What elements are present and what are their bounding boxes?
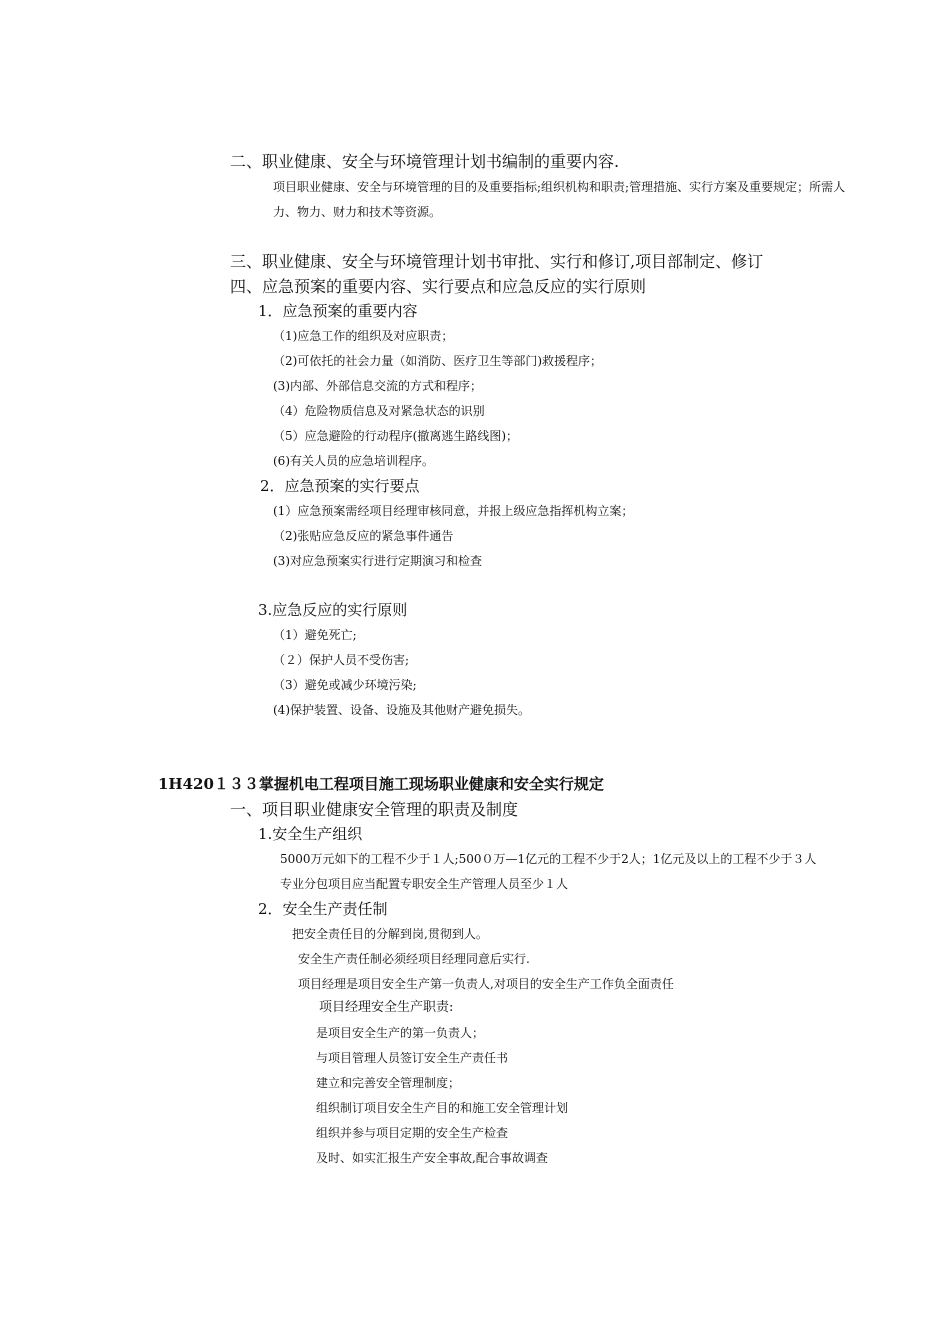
pm-duties-heading: 项目经理安全生产职责: (319, 1000, 454, 1015)
topic-sub1-title: 1.安全生产组织 (258, 825, 363, 843)
list-item: 与项目管理人员签订安全生产责任书 (316, 1051, 509, 1065)
list-item: (4)保护装置、设备、设施及其他财产避免损失。 (273, 703, 530, 717)
list-item: （2)可依托的社会力量（如消防、医疗卫生等部门)救援程序； (273, 354, 603, 368)
list-item: 是项目安全生产的第一负责人； (316, 1026, 485, 1040)
topic-title: 1H420１３３掌握机电工程项目施工现场职业健康和安全实行规定 (158, 775, 604, 793)
list-item: 把安全责任目的分解到岗,贯彻到人。 (292, 927, 488, 941)
list-item: (3)对应急预案实行进行定期演习和检查 (273, 554, 482, 568)
list-item: 专业分包项目应当配置专职安全生产管理人员至少１人 (280, 877, 569, 891)
section3-heading: 三、职业健康、安全与环境管理计划书审批、实行和修订,项目部制定、修订 (230, 252, 764, 271)
list-item: 组织制订项目安全生产目的和施工安全管理计划 (316, 1101, 569, 1115)
list-item: (6)有关人员的应急培训程序。 (273, 454, 434, 468)
section2-heading: 二、职业健康、安全与环境管理计划书编制的重要内容. (230, 152, 620, 171)
section2-body-line1: 项目职业健康、安全与环境管理的目的及重要指标;组织机构和职责;管理措施、实行方案及重要规定；所需人 (273, 180, 846, 194)
list-item: （2)张贴应急反应的紧急事件通告 (273, 529, 454, 543)
list-item: 组织并参与项目定期的安全生产检查 (316, 1126, 509, 1140)
list-item: （1）避免死亡; (273, 628, 357, 642)
topic-section1-heading: 一、项目职业健康安全管理的职责及制度 (230, 800, 519, 819)
topic-sub2-title: 2．安全生产责任制 (258, 900, 388, 918)
list-item: （5）应急避险的行动程序(撤离逃生路线图)； (273, 429, 518, 443)
list-item: 5000万元如下的工程不少于１人;500０万—1亿元的工程不少于2人；1亿元及以上的工程不少于３人 (280, 852, 817, 866)
list-item: （1)应急工作的组织及对应职责； (273, 329, 454, 343)
section4-sub2-title: 2．应急预案的实行要点 (260, 477, 420, 495)
list-item: （3）避免或减少环境污染; (273, 678, 417, 692)
section2-body-line2: 力、物力、财力和技术等资源。 (273, 205, 442, 219)
list-item: （２）保护人员不受伤害; (273, 653, 410, 667)
list-item: (1）应急预案需经项目经理审核同意，并报上级应急指挥机构立案； (273, 504, 634, 518)
list-item: （4）危险物质信息及对紧急状态的识别 (273, 404, 485, 418)
section4-heading: 四、应急预案的重要内容、实行要点和应急反应的实行原则 (230, 277, 647, 296)
list-item: 建立和完善安全管理制度； (316, 1076, 461, 1090)
section4-sub1-title: 1．应急预案的重要内容 (258, 302, 418, 320)
list-item: 及时、如实汇报生产安全事故,配合事故调查 (316, 1151, 548, 1165)
list-item: 项目经理是项目安全生产第一负责人,对项目的安全生产工作负全面责任 (298, 977, 674, 991)
list-item: 安全生产责任制必须经项目经理同意后实行. (298, 952, 530, 966)
section4-sub3-title: 3.应急反应的实行原则 (258, 601, 408, 619)
list-item: (3)内部、外部信息交流的方式和程序； (273, 379, 482, 393)
